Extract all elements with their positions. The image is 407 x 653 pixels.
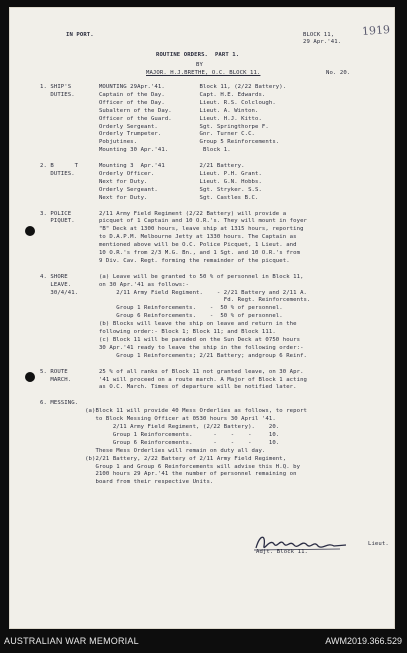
order-line: 1. SHIP'S MOUNTING 29Apr.'41. Block 11, (2/22 Battery).	[40, 84, 287, 90]
order-line: Officer of the Guard. Lieut. H.J. Kitto.	[40, 115, 262, 122]
order-line: 2/11 Army Field Regiment, (2/22 Battery). 20.	[40, 423, 280, 430]
order-line: Group 6 Reinforcements. - - - 10.	[40, 439, 280, 446]
punch-hole	[25, 226, 35, 236]
order-line: 30 Apr.'41 ready to leave the ship in the following order:-	[40, 344, 304, 351]
signature-suffix: Lieut.	[368, 541, 389, 547]
order-line: 5. ROUTE 25 % of all ranks of Block 11 not granted leave, on 30 Apr.	[40, 368, 304, 375]
order-line: Group 6 Reinforcements. - 50 % of personnel.	[40, 313, 283, 320]
order-line: Group 1 and Group 6 Reinforcements will advise this H.Q. by	[40, 463, 301, 470]
handwritten-number: 1919	[361, 23, 391, 38]
order-line: (b)2/21 Battery, 2/22 Battery of 2/11 Army Field Regiment,	[40, 455, 287, 462]
order-line: 3. POLICE 2/11 Army Field Regiment (2/22 Battery) will provide a	[40, 210, 287, 217]
order-line: as O.C. March. Times of departure will be notified later.	[40, 384, 297, 391]
order-line: board from their respective Units.	[40, 479, 214, 486]
order-number: No. 20.	[326, 70, 351, 76]
order-line: Group 1 Reinforcements. - - - 10.	[40, 431, 280, 438]
order-line: Orderly Sergeant. Sgt. Stryker. S.S.	[40, 186, 262, 193]
order-line: 6. MESSING.	[40, 400, 79, 407]
order-line: Subaltern of the Day. Lieut. A. Winton.	[40, 107, 259, 114]
order-line: (a)Block 11 will provide 40 Mess Orderlies as follows, to report	[40, 408, 308, 415]
order-line: MARCH. '41 will proceed on a route march. A Major of Block 1 acting	[40, 376, 308, 383]
order-line: 2. B T Mounting 3 Apr.'41 2/21 Battery.	[40, 163, 245, 170]
order-line: These Mess Orderlies will remain on duty all day.	[40, 447, 266, 454]
order-line: Pobjutines. Group 5 Reinforcements.	[40, 139, 280, 146]
author-line: MAJOR. H.J.BRETHE, O.C. BLOCK 11.	[146, 70, 261, 76]
order-line: to D.A.P.M. Melbourne Jetty at 1330 hours. The Captain as	[40, 234, 297, 241]
order-line: Orderly Trumpeter. Gnr. Turner C.C.	[40, 131, 255, 138]
order-line: Next for Duty. Lieut. G.N. Hobbs.	[40, 178, 262, 185]
order-line: "B" Deck at 1300 hours, leave ship at 1315 hours, reporting	[40, 226, 304, 233]
order-line: Orderly Sergeant. Sgt. Springthorpe F.	[40, 123, 269, 130]
footer-catalogue-id: AWM2019.366.529	[325, 636, 402, 646]
order-line: Officer of the Day. Lieut. R.S. Colclough.	[40, 99, 276, 106]
order-line: 2100 hours 29 Apr.'41 the number of personnel remaining on	[40, 471, 297, 478]
order-line: 9 Div. Cav. Regt. forming the remainder of the picquet.	[40, 257, 290, 264]
order-line: to Block Messing Officer at 0530 hours 30 April '41.	[40, 416, 276, 423]
punch-hole	[25, 372, 35, 382]
location-label: IN PORT.	[66, 32, 94, 38]
block-label: BLOCK 11,	[303, 32, 335, 38]
order-line: 4. SHORE (a) Leave will be granted to 50 % of personnel in Block 11,	[40, 273, 304, 280]
order-line: (b) Blocks will leave the ship on leave and return in the	[40, 321, 297, 328]
document-page	[10, 8, 394, 628]
order-line: Group 1 Reinforcements; 2/21 Battery; andgroup 6 Reinf.	[40, 352, 308, 359]
order-line: PIQUET. picquet of 1 Captain and 10 O.R.'s. They will mount in foyer	[40, 218, 308, 225]
orders-body	[40, 84, 310, 487]
order-line	[40, 266, 310, 274]
archive-footer	[0, 631, 407, 653]
order-line	[40, 203, 310, 211]
order-line: DUTIES. Orderly Officer. Lieut. P.H. Grant.	[40, 170, 262, 177]
order-line: Mounting 30 Apr.'41. Block 1.	[40, 147, 231, 154]
order-line: (c) Block 11 will be paraded on the Sun Deck at 0750 hours	[40, 337, 301, 343]
order-line: following order:- Block 1; Block 11; and Block 111.	[40, 329, 276, 336]
order-line	[40, 361, 310, 369]
order-line	[40, 155, 310, 163]
order-line: 10 O.R.'s from 2/3 M.G. Bn., and 1 Sgt. and 10 O.R.'s from	[40, 250, 301, 257]
document-title: ROUTINE ORDERS. PART 1.	[156, 52, 240, 58]
footer-institution: AUSTRALIAN WAR MEMORIAL	[4, 636, 139, 646]
date-label: 29 Apr.'41.	[303, 39, 342, 45]
signature-title: Adjt. Block 11.	[256, 549, 309, 555]
order-line	[40, 392, 310, 400]
order-line: 30/4/41. 2/11 Army Field Regiment. - 2/21 Battery and 2/11 A.	[40, 289, 308, 296]
order-line: Fd. Regt. Reinforcements.	[40, 297, 311, 304]
order-line: Group 1 Reinforcements. - 50 % of personnel.	[40, 305, 283, 312]
order-line: mentioned above will be O.C. Police Picquet, 1 Lieut. and	[40, 242, 297, 249]
order-line: DUTIES. Captain of the Day. Capt. H.E. Edwards.	[40, 91, 266, 98]
by-label: BY	[196, 62, 203, 68]
order-line: LEAVE. on 30 Apr.'41 as follows:-	[40, 281, 190, 288]
order-line: Next for Duty. Sgt. Castles B.C.	[40, 194, 259, 201]
